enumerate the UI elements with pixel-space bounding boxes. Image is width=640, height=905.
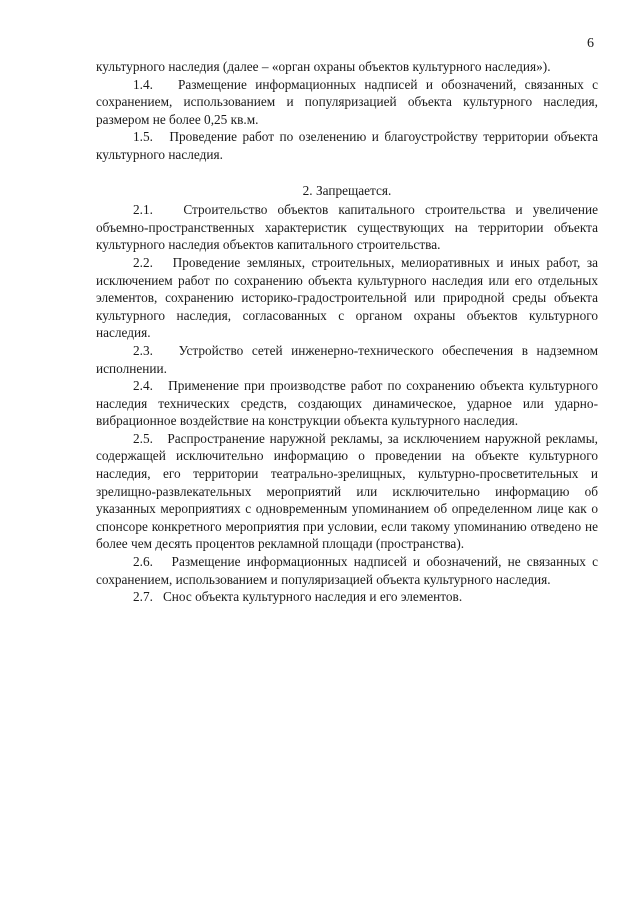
clause-text: Распространение наружной рекламы, за исключением наружной рекламы, содержащей исключительно информацию о проведении на объекте культурного наследия, его территории театрально-зрелищных, культурно-просветительных и зрелищно-развлекательных мероприятий или исключительно информацию об указанных мероприятиях с одновременным упоминанием об определенном лице как о спонсоре конкретного мероприятия при условии, если такому упоминанию отведено не более чем десять процентов рекламной площади (пространства). xyxy=(96,430,598,552)
clause-text: Применение при производстве работ по сохранению объекта культурного наследия технических средств, создающих динамическое, ударное или ударно-вибрационное воздействие на конструкции объекта культурного наследия. xyxy=(96,378,599,429)
clause-text: Размещение информационных надписей и обозначений, связанных с сохранением, использованием и популяризацией объекта культурного наследия, размером не более 0,25 кв.м. xyxy=(96,76,598,127)
clause-2-1 xyxy=(96,201,598,254)
clause-number: 2.3. xyxy=(133,342,153,358)
clause-text: Размещение информационных надписей и обозначений, не связанных с сохранением, использованием и популяризацией объекта культурного наследия. xyxy=(96,554,598,587)
clause-text: Снос объекта культурного наследия и его элементов. xyxy=(162,589,463,605)
clause-text: Устройство сетей инженерно-технического обеспечения в надземном исполнении. xyxy=(96,342,598,376)
clause-2-2 xyxy=(96,254,598,342)
clause-text: Проведение работ по озеленению и благоустройству территории объекта культурного наследия. xyxy=(96,129,598,162)
clause-number: 2.4. xyxy=(133,378,153,394)
clause-number: 2.5. xyxy=(133,430,153,446)
clause-number: 1.4. xyxy=(133,76,153,92)
clause-2-7 xyxy=(96,588,598,606)
clause-text: Проведение земляных, строительных, мелиоративных и иных работ, за исключением работ по сохранению объекта культурного наследия или его отдельных элементов, сохранению историко-градостроительной или природной среды объекта культурного наследия, согласованных с органом охраны объектов культурного наследия. xyxy=(96,254,598,341)
clause-2-4 xyxy=(96,377,598,430)
continuation-paragraph: культурного наследия (далее – «орган охраны объектов культурного наследия»). xyxy=(96,59,551,74)
document-body xyxy=(96,58,598,606)
clause-number: 2.7. xyxy=(133,589,153,605)
clause-text: Строительство объектов капитального строительства и увеличение объемно-пространственных характеристик существующих на территории объекта культурного наследия объектов капитального строительства. xyxy=(96,202,598,253)
clause-2-3 xyxy=(96,342,598,377)
clause-number: 2.1. xyxy=(133,202,153,218)
clause-number: 1.5. xyxy=(133,129,153,145)
clause-2-5 xyxy=(96,430,598,553)
page-number: 6 xyxy=(587,36,594,51)
clause-1-5 xyxy=(96,128,598,163)
clause-number: 2.6. xyxy=(133,554,153,570)
section-2-heading: 2. Запрещается. xyxy=(302,182,392,198)
clause-1-4 xyxy=(96,76,598,129)
clause-number: 2.2. xyxy=(133,254,153,270)
clause-2-6 xyxy=(96,553,598,588)
